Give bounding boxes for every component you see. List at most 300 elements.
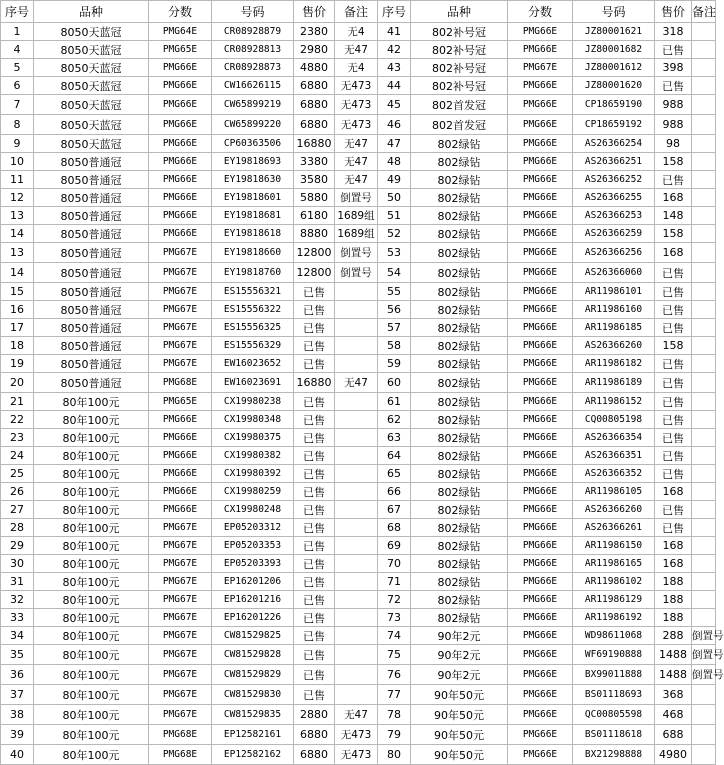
note-cell <box>335 283 378 301</box>
price-cell: 2880 <box>294 705 335 725</box>
price-cell: 158 <box>655 337 692 355</box>
score-cell: PMG66E <box>508 207 573 225</box>
seq-cell: 37 <box>1 685 34 705</box>
note-cell <box>335 609 378 627</box>
serial-cell: CW65899219 <box>212 95 294 115</box>
serial-cell: AS26366255 <box>573 189 655 207</box>
seq-cell: 47 <box>378 135 411 153</box>
variety-cell: 8050普通冠 <box>34 263 149 283</box>
seq-cell: 78 <box>378 705 411 725</box>
variety-cell: 802绿钻 <box>411 573 508 591</box>
seq-cell: 51 <box>378 207 411 225</box>
price-cell: 已售 <box>655 283 692 301</box>
price-cell: 6880 <box>294 725 335 745</box>
price-cell: 已售 <box>655 171 692 189</box>
serial-cell: BS01118693 <box>573 685 655 705</box>
serial-cell: EW16023691 <box>212 373 294 393</box>
score-cell: PMG67E <box>149 555 212 573</box>
seq-cell: 31 <box>1 573 34 591</box>
score-cell: PMG66E <box>508 23 573 41</box>
variety-cell: 80年100元 <box>34 519 149 537</box>
serial-cell: CQ00805198 <box>573 411 655 429</box>
note-cell: 无473 <box>335 725 378 745</box>
note-cell: 无47 <box>335 171 378 189</box>
seq-cell: 20 <box>1 373 34 393</box>
note-cell <box>335 665 378 685</box>
table-row <box>1 537 716 555</box>
variety-cell: 80年100元 <box>34 501 149 519</box>
note-cell <box>692 337 716 355</box>
table-row <box>1 171 716 189</box>
variety-cell: 8050天蓝冠 <box>34 23 149 41</box>
variety-cell: 802绿钻 <box>411 171 508 189</box>
variety-cell: 80年100元 <box>34 411 149 429</box>
variety-cell: 8050普通冠 <box>34 337 149 355</box>
price-cell: 12800 <box>294 263 335 283</box>
price-cell: 已售 <box>294 591 335 609</box>
serial-cell: AR11986189 <box>573 373 655 393</box>
score-cell: PMG66E <box>149 153 212 171</box>
seq-cell: 42 <box>378 41 411 59</box>
seq-cell: 74 <box>378 627 411 645</box>
score-cell: PMG66E <box>508 283 573 301</box>
variety-cell: 802绿钻 <box>411 429 508 447</box>
variety-cell: 90年50元 <box>411 685 508 705</box>
serial-cell: CR08928873 <box>212 59 294 77</box>
price-cell: 398 <box>655 59 692 77</box>
seq-cell: 26 <box>1 483 34 501</box>
score-cell: PMG67E <box>149 609 212 627</box>
variety-cell: 80年100元 <box>34 465 149 483</box>
table-row <box>1 685 716 705</box>
price-cell: 已售 <box>655 501 692 519</box>
note-cell <box>692 77 716 95</box>
price-cell: 已售 <box>294 685 335 705</box>
note-cell <box>692 189 716 207</box>
variety-cell: 8050普通冠 <box>34 153 149 171</box>
serial-cell: EY19818681 <box>212 207 294 225</box>
price-cell: 5880 <box>294 189 335 207</box>
note-cell <box>692 447 716 465</box>
price-cell: 6880 <box>294 95 335 115</box>
note-cell: 无47 <box>335 373 378 393</box>
serial-cell: BX21298888 <box>573 745 655 765</box>
note-cell <box>692 153 716 171</box>
note-cell <box>692 373 716 393</box>
price-cell: 188 <box>655 591 692 609</box>
note-cell: 倒置号 <box>692 665 716 685</box>
price-cell: 8880 <box>294 225 335 243</box>
score-cell: PMG67E <box>149 243 212 263</box>
variety-cell: 80年100元 <box>34 685 149 705</box>
price-cell: 6880 <box>294 745 335 765</box>
table-row <box>1 645 716 665</box>
seq-cell: 10 <box>1 153 34 171</box>
seq-cell: 53 <box>378 243 411 263</box>
seq-cell: 39 <box>1 725 34 745</box>
note-cell <box>692 263 716 283</box>
score-cell: PMG65E <box>149 393 212 411</box>
seq-cell: 14 <box>1 225 34 243</box>
score-cell: PMG66E <box>508 591 573 609</box>
serial-cell: AR11986165 <box>573 555 655 573</box>
header-score: 分数 <box>149 1 212 23</box>
table-row <box>1 207 716 225</box>
score-cell: PMG66E <box>508 465 573 483</box>
seq-cell: 11 <box>1 171 34 189</box>
note-cell <box>335 337 378 355</box>
variety-cell: 802绿钻 <box>411 263 508 283</box>
header-serial: 号码 <box>212 1 294 23</box>
variety-cell: 80年100元 <box>34 665 149 685</box>
seq-cell: 16 <box>1 301 34 319</box>
variety-cell: 8050天蓝冠 <box>34 115 149 135</box>
serial-cell: AS26366252 <box>573 171 655 189</box>
variety-cell: 802绿钻 <box>411 225 508 243</box>
variety-cell: 8050天蓝冠 <box>34 135 149 153</box>
price-cell: 已售 <box>294 609 335 627</box>
score-cell: PMG66E <box>508 95 573 115</box>
serial-cell: AS26366260 <box>573 501 655 519</box>
score-cell: PMG66E <box>508 685 573 705</box>
seq-cell: 65 <box>378 465 411 483</box>
variety-cell: 80年100元 <box>34 705 149 725</box>
score-cell: PMG67E <box>149 705 212 725</box>
price-cell: 2380 <box>294 23 335 41</box>
price-cell: 已售 <box>655 393 692 411</box>
note-cell <box>692 301 716 319</box>
serial-cell: EY19818760 <box>212 263 294 283</box>
seq-cell: 48 <box>378 153 411 171</box>
serial-cell: AR11986101 <box>573 283 655 301</box>
serial-cell: AS26366354 <box>573 429 655 447</box>
table-row <box>1 319 716 337</box>
serial-cell: AR11986152 <box>573 393 655 411</box>
variety-cell: 802绿钻 <box>411 609 508 627</box>
seq-cell: 80 <box>378 745 411 765</box>
seq-cell: 30 <box>1 555 34 573</box>
score-cell: PMG66E <box>508 171 573 189</box>
seq-cell: 59 <box>378 355 411 373</box>
price-cell: 已售 <box>655 301 692 319</box>
serial-cell: EP05203393 <box>212 555 294 573</box>
price-cell: 已售 <box>294 645 335 665</box>
score-cell: PMG66E <box>508 41 573 59</box>
table-row <box>1 41 716 59</box>
score-cell: PMG66E <box>508 153 573 171</box>
note-cell <box>335 573 378 591</box>
variety-cell: 802绿钻 <box>411 465 508 483</box>
price-cell: 已售 <box>294 665 335 685</box>
score-cell: PMG66E <box>508 225 573 243</box>
seq-cell: 18 <box>1 337 34 355</box>
serial-cell: CW81529835 <box>212 705 294 725</box>
seq-cell: 60 <box>378 373 411 393</box>
seq-cell: 67 <box>378 501 411 519</box>
score-cell: PMG66E <box>149 171 212 189</box>
price-cell: 98 <box>655 135 692 153</box>
serial-cell: CW16626115 <box>212 77 294 95</box>
serial-cell: AS26366351 <box>573 447 655 465</box>
variety-cell: 802绿钻 <box>411 189 508 207</box>
table-row <box>1 705 716 725</box>
header-price: 售价 <box>294 1 335 23</box>
score-cell: PMG67E <box>149 591 212 609</box>
price-cell: 468 <box>655 705 692 725</box>
score-cell: PMG66E <box>149 483 212 501</box>
seq-cell: 34 <box>1 627 34 645</box>
table-row <box>1 393 716 411</box>
variety-cell: 8050普通冠 <box>34 207 149 225</box>
seq-cell: 5 <box>1 59 34 77</box>
serial-cell: JZ80001620 <box>573 77 655 95</box>
score-cell: PMG66E <box>149 411 212 429</box>
note-cell <box>692 283 716 301</box>
price-cell: 288 <box>655 627 692 645</box>
variety-cell: 802绿钻 <box>411 207 508 225</box>
serial-cell: AS26366060 <box>573 263 655 283</box>
score-cell: PMG66E <box>149 225 212 243</box>
serial-cell: CW65899220 <box>212 115 294 135</box>
serial-cell: CX19980348 <box>212 411 294 429</box>
note-cell <box>692 171 716 189</box>
variety-cell: 802绿钻 <box>411 319 508 337</box>
table-row <box>1 519 716 537</box>
table-row <box>1 745 716 765</box>
seq-cell: 55 <box>378 283 411 301</box>
serial-cell: CR08928879 <box>212 23 294 41</box>
score-cell: PMG67E <box>149 685 212 705</box>
seq-cell: 71 <box>378 573 411 591</box>
score-cell: PMG66E <box>508 745 573 765</box>
variety-cell: 802绿钻 <box>411 447 508 465</box>
serial-cell: AR11986160 <box>573 301 655 319</box>
variety-cell: 80年100元 <box>34 429 149 447</box>
price-cell: 3580 <box>294 171 335 189</box>
seq-cell: 44 <box>378 77 411 95</box>
score-cell: PMG66E <box>508 373 573 393</box>
variety-cell: 90年50元 <box>411 745 508 765</box>
variety-cell: 90年2元 <box>411 627 508 645</box>
price-cell: 已售 <box>294 429 335 447</box>
serial-cell: ES15556329 <box>212 337 294 355</box>
note-cell <box>692 225 716 243</box>
table-row <box>1 77 716 95</box>
serial-cell: EY19818601 <box>212 189 294 207</box>
variety-cell: 8050普通冠 <box>34 319 149 337</box>
score-cell: PMG67E <box>149 645 212 665</box>
variety-cell: 80年100元 <box>34 609 149 627</box>
variety-cell: 8050天蓝冠 <box>34 77 149 95</box>
price-cell: 16880 <box>294 135 335 153</box>
seq-cell: 4 <box>1 41 34 59</box>
variety-cell: 80年100元 <box>34 591 149 609</box>
price-cell: 158 <box>655 225 692 243</box>
note-cell <box>335 465 378 483</box>
score-cell: PMG68E <box>149 373 212 393</box>
table-row <box>1 609 716 627</box>
serial-cell: AS26366352 <box>573 465 655 483</box>
variety-cell: 802补号冠 <box>411 41 508 59</box>
serial-cell: CP18659190 <box>573 95 655 115</box>
variety-cell: 8050天蓝冠 <box>34 59 149 77</box>
score-cell: PMG66E <box>508 243 573 263</box>
variety-cell: 80年100元 <box>34 725 149 745</box>
serial-cell: EP16201226 <box>212 609 294 627</box>
score-cell: PMG66E <box>149 429 212 447</box>
variety-cell: 802绿钻 <box>411 243 508 263</box>
seq-cell: 66 <box>378 483 411 501</box>
seq-cell: 32 <box>1 591 34 609</box>
price-cell: 已售 <box>294 501 335 519</box>
variety-cell: 80年100元 <box>34 447 149 465</box>
variety-cell: 8050普通冠 <box>34 355 149 373</box>
note-cell <box>692 355 716 373</box>
note-cell: 倒置号 <box>335 243 378 263</box>
seq-cell: 75 <box>378 645 411 665</box>
price-cell: 已售 <box>655 355 692 373</box>
score-cell: PMG66E <box>508 355 573 373</box>
price-cell: 已售 <box>294 627 335 645</box>
score-cell: PMG66E <box>508 645 573 665</box>
seq-cell: 57 <box>378 319 411 337</box>
serial-cell: EP16201216 <box>212 591 294 609</box>
note-cell <box>335 483 378 501</box>
seq-cell: 73 <box>378 609 411 627</box>
score-cell: PMG66E <box>508 411 573 429</box>
note-cell <box>692 243 716 263</box>
variety-cell: 802补号冠 <box>411 77 508 95</box>
serial-cell: JZ80001621 <box>573 23 655 41</box>
variety-cell: 802绿钻 <box>411 355 508 373</box>
score-cell: PMG67E <box>149 355 212 373</box>
seq-cell: 46 <box>378 115 411 135</box>
note-cell <box>692 573 716 591</box>
price-cell: 已售 <box>294 283 335 301</box>
score-cell: PMG66E <box>508 135 573 153</box>
variety-cell: 802绿钻 <box>411 483 508 501</box>
serial-cell: EP16201206 <box>212 573 294 591</box>
price-cell: 已售 <box>294 337 335 355</box>
score-cell: PMG66E <box>508 301 573 319</box>
price-cell: 188 <box>655 573 692 591</box>
score-cell: PMG68E <box>149 745 212 765</box>
serial-cell: CW81529828 <box>212 645 294 665</box>
serial-cell: AS26366254 <box>573 135 655 153</box>
score-cell: PMG66E <box>508 429 573 447</box>
price-cell: 已售 <box>655 263 692 283</box>
score-cell: PMG66E <box>508 519 573 537</box>
score-cell: PMG67E <box>149 519 212 537</box>
note-cell: 倒置号 <box>335 189 378 207</box>
note-cell <box>335 319 378 337</box>
serial-cell: CX19980259 <box>212 483 294 501</box>
serial-cell: CX19980238 <box>212 393 294 411</box>
header-price: 售价 <box>655 1 692 23</box>
variety-cell: 802绿钻 <box>411 135 508 153</box>
table-row <box>1 153 716 171</box>
table-row <box>1 665 716 685</box>
variety-cell: 802首发冠 <box>411 115 508 135</box>
seq-cell: 17 <box>1 319 34 337</box>
price-cell: 已售 <box>655 41 692 59</box>
table-row <box>1 591 716 609</box>
score-cell: PMG66E <box>508 705 573 725</box>
serial-cell: CP18659192 <box>573 115 655 135</box>
price-cell: 已售 <box>294 355 335 373</box>
variety-cell: 8050普通冠 <box>34 301 149 319</box>
note-cell: 无4 <box>335 23 378 41</box>
score-cell: PMG67E <box>149 573 212 591</box>
note-cell <box>335 591 378 609</box>
price-cell: 1488 <box>655 665 692 685</box>
serial-cell: ES15556321 <box>212 283 294 301</box>
score-cell: PMG67E <box>149 319 212 337</box>
note-cell: 无473 <box>335 77 378 95</box>
score-cell: PMG67E <box>149 337 212 355</box>
variety-cell: 802绿钻 <box>411 411 508 429</box>
note-cell: 无47 <box>335 153 378 171</box>
score-cell: PMG66E <box>508 447 573 465</box>
seq-cell: 69 <box>378 537 411 555</box>
header-note: 备注 <box>692 1 716 23</box>
score-cell: PMG66E <box>149 501 212 519</box>
note-cell <box>692 95 716 115</box>
score-cell: PMG66E <box>149 135 212 153</box>
seq-cell: 40 <box>1 745 34 765</box>
price-cell: 368 <box>655 685 692 705</box>
variety-cell: 80年100元 <box>34 555 149 573</box>
serial-cell: CP60363506 <box>212 135 294 153</box>
variety-cell: 802绿钻 <box>411 501 508 519</box>
header-serial: 号码 <box>573 1 655 23</box>
serial-cell: CR08928813 <box>212 41 294 59</box>
note-cell <box>692 537 716 555</box>
variety-cell: 802绿钻 <box>411 519 508 537</box>
serial-cell: EP12582162 <box>212 745 294 765</box>
note-cell <box>335 301 378 319</box>
note-cell <box>335 685 378 705</box>
seq-cell: 21 <box>1 393 34 411</box>
serial-cell: BX99011888 <box>573 665 655 685</box>
score-cell: PMG66E <box>508 573 573 591</box>
seq-cell: 64 <box>378 447 411 465</box>
serial-cell: CX19980248 <box>212 501 294 519</box>
note-cell: 无47 <box>335 41 378 59</box>
score-cell: PMG66E <box>508 263 573 283</box>
score-cell: PMG66E <box>508 665 573 685</box>
serial-cell: CX19980382 <box>212 447 294 465</box>
price-cell: 已售 <box>294 319 335 337</box>
variety-cell: 802绿钻 <box>411 537 508 555</box>
header-variety: 品种 <box>411 1 508 23</box>
note-cell <box>692 501 716 519</box>
variety-cell: 802绿钻 <box>411 373 508 393</box>
variety-cell: 80年100元 <box>34 573 149 591</box>
serial-cell: AR11986129 <box>573 591 655 609</box>
note-cell <box>692 483 716 501</box>
seq-cell: 15 <box>1 283 34 301</box>
price-cell: 已售 <box>294 465 335 483</box>
table-row <box>1 189 716 207</box>
seq-cell: 45 <box>378 95 411 115</box>
price-cell: 已售 <box>294 393 335 411</box>
seq-cell: 9 <box>1 135 34 153</box>
serial-cell: AR11986182 <box>573 355 655 373</box>
price-cell: 688 <box>655 725 692 745</box>
seq-cell: 56 <box>378 301 411 319</box>
price-cell: 988 <box>655 95 692 115</box>
